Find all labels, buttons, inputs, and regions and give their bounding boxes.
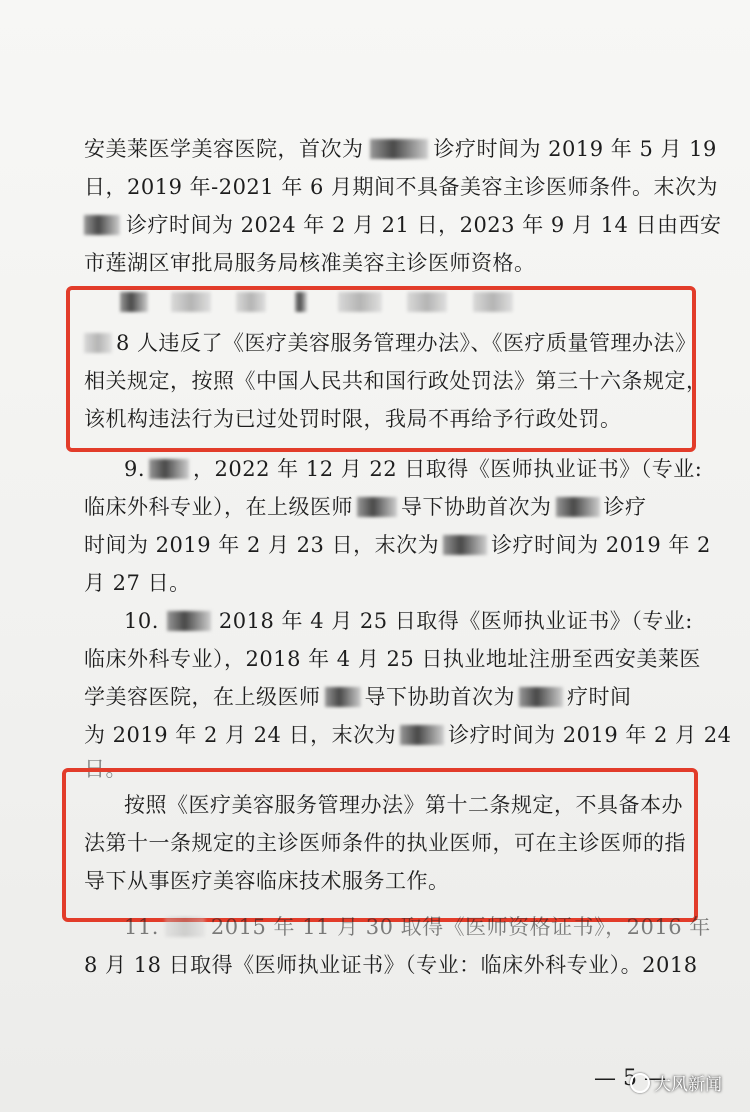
text-line: 按照《医疗美容服务管理办法》第十二条规定，不具备本办 [124,793,683,817]
text-line: 法第十一条规定的主诊医师条件的执业医师，可在主诊医师的指 [84,831,686,855]
text-line: 日，2019 年-2021 年 6 月期间不具备美容主诊医师条件。末次为 [84,175,719,199]
watermark: 大风新闻 [630,1070,722,1095]
text-line: 市莲湖区审批局服务局核准美容主诊医师资格。 [84,251,536,275]
redacted-name [325,687,361,707]
redacted-name [357,497,397,517]
text-line: 导下从事医疗美容临床技术服务工作。 [84,869,450,893]
redacted-name [443,535,487,555]
redacted-names-row [120,292,670,314]
redacted-name [519,687,563,707]
redacted-name [165,917,205,937]
text-line: 相关规定，按照《中国人民共和国行政处罚法》第三十六条规定， [84,369,708,393]
redacted-name [370,139,428,159]
text-line: 8 人违反了《医疗美容服务管理办法》、《医疗质量管理办法》 [84,326,674,360]
text-line: 时间为 2019 年 2 月 23 日，末次为 诊疗时间为 2019 年 2 [84,533,711,557]
redacted-name [167,611,211,631]
text-line: 日。 [84,757,127,781]
redacted-name [400,725,444,745]
text-line: 月 27 日。 [84,571,191,595]
redacted-name [149,459,189,479]
redacted-name [84,215,120,235]
redacted-name [84,333,112,353]
text-line: 11. 2015 年 11 月 30 取得《医师资格证书》，2016 年 [124,915,711,939]
page-number: — 5 — [594,1066,666,1091]
watermark-logo-icon [630,1073,650,1093]
text-line: 为 2019 年 2 月 24 日，末次为 诊疗时间为 2019 年 2 月 24 [84,723,732,747]
text-line: 该机构违法行为已过处罚时限，我局不再给予行政处罚。 [84,407,622,431]
text-line: 临床外科专业），在上级医师 导下协助首次为 诊疗 [84,495,647,519]
text-line: 8 月 18 日取得《医师执业证书》（专业：临床外科专业）。2018 [84,953,698,977]
text-line: 诊疗时间为 2024 年 2 月 21 日，2023 年 9 月 14 日由西安 [84,208,674,242]
text-line: 学美容医院，在上级医师 导下协助首次为 疗时间 [84,685,632,709]
text-line: 临床外科专业），2018 年 4 月 25 日执业地址注册至西安美莱医 [84,647,701,671]
text-line: 9. ，2022 年 12 月 22 日取得《医师执业证书》（专业: [124,457,703,481]
text-line: 安美莱医学美容医院，首次为 诊疗时间为 2019 年 5 月 19 [84,137,717,161]
redacted-name [556,497,600,517]
text-line: 10. 2018 年 4 月 25 日取得《医师执业证书》（专业: [124,609,693,633]
